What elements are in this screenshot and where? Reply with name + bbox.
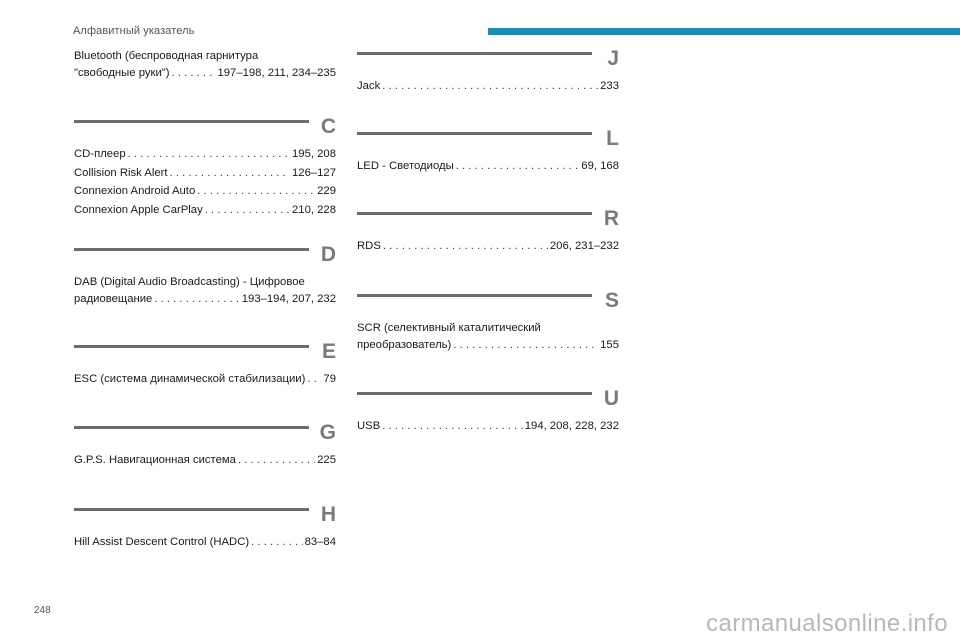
section-divider <box>357 52 592 55</box>
index-entry: G.P.S. Навигационная система . . . 225 <box>74 452 336 469</box>
index-entry: RDS . . . 206, 231–232 <box>357 238 619 255</box>
section-letter: E <box>321 340 336 363</box>
section-letter: H <box>320 503 336 526</box>
index-entry: Collision Risk Alert . . . 126–127 <box>74 165 336 182</box>
index-entry: Bluetooth (беспроводная гарнитура "свободные руки") . . . 197–198, 211, 234–235 <box>74 48 336 81</box>
index-entry: LED - Светодиоды . . . 69, 168 <box>357 158 619 175</box>
section-letter: C <box>320 115 336 138</box>
index-entry: SCR (селективный каталитический преобразователь) . . . 155 <box>357 320 619 353</box>
watermark: carmanualsonline.info <box>706 610 948 637</box>
section-letter: D <box>320 243 336 266</box>
section-divider <box>74 508 309 511</box>
section-divider <box>74 345 309 348</box>
section-letter: U <box>603 387 619 410</box>
section-letter: R <box>603 207 619 230</box>
section-divider <box>357 132 592 135</box>
index-entry: Jack . . . 233 <box>357 78 619 95</box>
index-entry: ESC (система динамической стабилизации) . . . 79 <box>74 371 336 388</box>
index-entry: Connexion Android Auto . . . 229 <box>74 183 336 200</box>
index-column-left <box>74 0 336 640</box>
section-divider <box>74 120 309 123</box>
index-entry: Connexion Apple CarPlay . . . 210, 228 <box>74 202 336 219</box>
index-entry: CD-плеер . . . 195, 208 <box>74 146 336 163</box>
index-column-right <box>357 0 619 640</box>
index-entry: USB . . . 194, 208, 228, 232 <box>357 418 619 435</box>
section-divider <box>357 294 592 297</box>
section-letter: S <box>604 289 619 312</box>
page-number: 248 <box>34 605 51 616</box>
section-divider <box>357 392 592 395</box>
section-divider <box>74 248 309 251</box>
section-letter: J <box>607 47 619 70</box>
section-letter: G <box>319 421 336 444</box>
index-entry: Hill Assist Descent Control (HADC) . . . 83–84 <box>74 534 336 551</box>
index-intro-entries <box>74 48 336 83</box>
index-entry: DAB (Digital Audio Broadcasting) - Цифровое радиовещание . . . 193–194, 207, 232 <box>74 274 336 307</box>
section-divider <box>357 212 592 215</box>
section-letter: L <box>606 127 619 150</box>
entry-page-refs: 197–198, 211, 234–235 <box>217 66 336 79</box>
section-divider <box>74 426 309 429</box>
page-header-title: Алфавитный указатель <box>73 25 195 37</box>
